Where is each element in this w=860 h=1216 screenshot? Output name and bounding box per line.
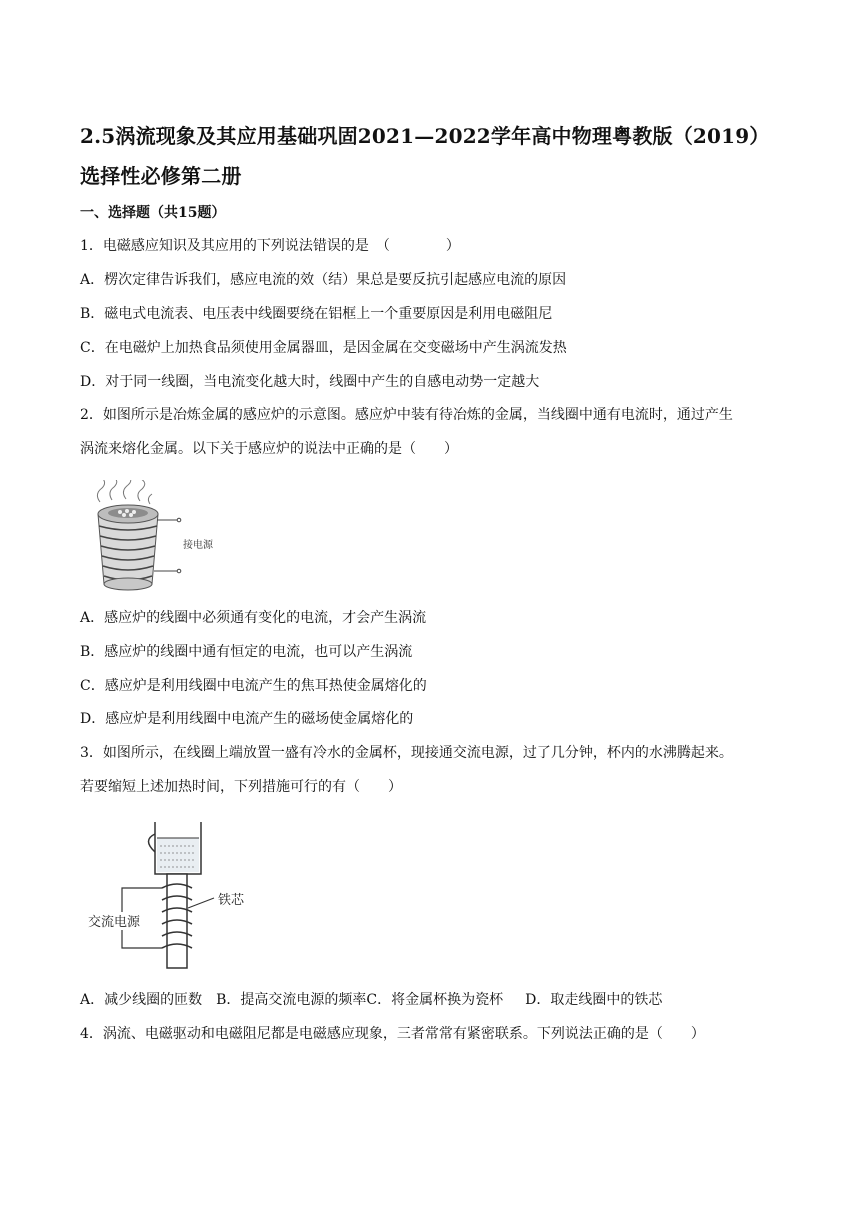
question-2-option-b: B．感应炉的线圈中通有恒定的电流，也可以产生涡流 — [80, 644, 413, 660]
question-3-option-d: D．取走线圈中的铁芯 — [525, 992, 663, 1008]
figure-label-ac-source: 交流电源 — [88, 915, 141, 930]
question-3-stem-line-2: 若要缩短上述加热时间，下列措施可行的有（ ） — [80, 779, 402, 795]
question-2-option-c: C．感应炉是利用线圈中电流产生的焦耳热使金属熔化的 — [80, 678, 427, 694]
question-1-option-b: B．磁电式电流表、电压表中线圈要绕在铝框上一个重要原因是利用电磁阻尼 — [80, 306, 553, 322]
figure-label-power: 接电源 — [183, 540, 213, 551]
question-3-option-b: B．提高交流电源的频率 — [216, 992, 367, 1008]
section-heading: 一、选择题（共15题） — [80, 205, 226, 221]
question-1-option-c: C．在电磁炉上加热食品须使用金属器皿，是因金属在交变磁场中产生涡流发热 — [80, 340, 567, 356]
induction-furnace-figure — [82, 480, 232, 596]
question-1-option-d: D．对于同一线圈，当电流变化越大时，线圈中产生的自感电动势一定越大 — [80, 374, 540, 390]
title-line-2: 选择性必修第二册 — [80, 164, 242, 188]
question-3-option-c: C．将金属杯换为瓷杯 — [366, 992, 504, 1008]
question-1-option-a: A．楞次定律告诉我们，感应电流的效（结）果总是要反抗引起感应电流的原因 — [80, 272, 567, 288]
question-4-stem: 4．涡流、电磁驱动和电磁阻尼都是电磁感应现象，三者常常有紧密联系。下列说法正确的是（ ） — [80, 1026, 705, 1042]
question-2-option-d: D．感应炉是利用线圈中电流产生的磁场使金属熔化的 — [80, 711, 414, 727]
figure-label-iron-core: 铁芯 — [218, 893, 245, 908]
question-3-options — [80, 990, 662, 1010]
question-3-option-a: A．减少线圈的匝数 — [80, 992, 203, 1008]
title-line-1: 2.5涡流现象及其应用基础巩固2021—2022学年高中物理粤教版（2019） — [80, 124, 770, 148]
question-3-stem-line-1: 3．如图所示，在线圈上端放置一盛有冷水的金属杯，现接通交流电源，过了几分钟，杯内的水沸腾起来。 — [80, 745, 733, 761]
question-2-option-a: A．感应炉的线圈中必须通有变化的电流，才会产生涡流 — [80, 610, 427, 626]
document-title — [80, 116, 800, 196]
question-1-stem: 1．电磁感应知识及其应用的下列说法错误的是 （ ） — [80, 238, 460, 254]
question-2-stem-line-1: 2．如图所示是冶炼金属的感应炉的示意图。感应炉中装有待冶炼的金属，当线圈中通有电流时，通过产生 — [80, 407, 733, 423]
question-2-stem-line-2: 涡流来熔化金属。以下关于感应炉的说法中正确的是（ ） — [80, 441, 458, 457]
coil-cup-figure — [82, 816, 262, 972]
